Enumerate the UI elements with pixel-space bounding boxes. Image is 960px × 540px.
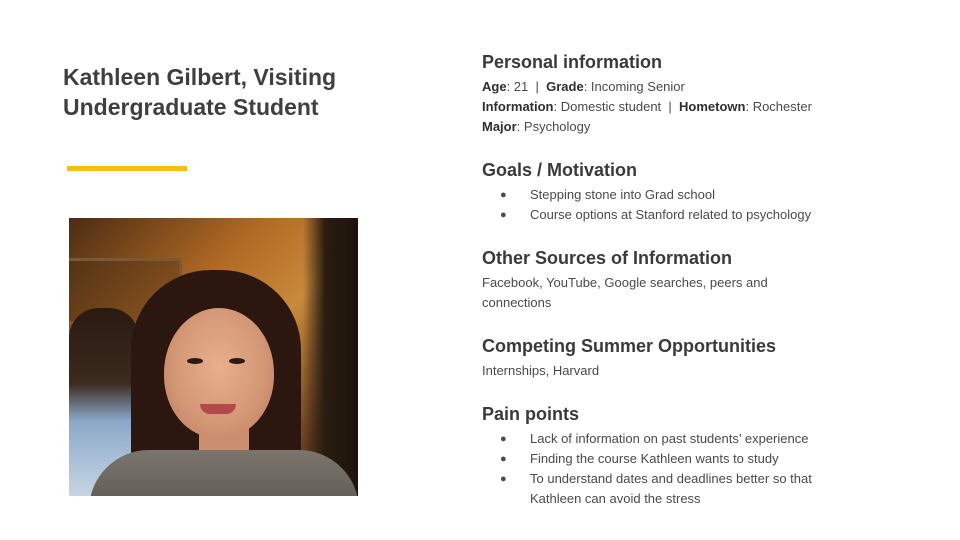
face bbox=[164, 308, 274, 438]
bullet-icon: ● bbox=[500, 189, 507, 201]
info-hometown-line bbox=[482, 97, 812, 117]
sources-text: Facebook, YouTube, Google searches, peers and connections bbox=[482, 275, 768, 310]
mouth bbox=[200, 404, 236, 414]
bullet-icon: ● bbox=[500, 209, 507, 221]
sources-section bbox=[482, 246, 782, 313]
goal-text: Course options at Stanford related to psychology bbox=[530, 207, 812, 222]
competing-heading: Competing Summer Opportunities bbox=[482, 336, 777, 356]
grade-label: Grade bbox=[546, 79, 584, 94]
pain-section bbox=[482, 402, 882, 509]
separator: | bbox=[668, 99, 672, 114]
goal-text: Stepping stone into Grad school bbox=[530, 187, 716, 202]
pain-heading: Pain points bbox=[482, 404, 580, 424]
sources-heading: Other Sources of Information bbox=[482, 248, 733, 268]
competing-text: Internships, Harvard bbox=[482, 363, 600, 378]
goals-section bbox=[482, 158, 811, 225]
personal-heading: Personal information bbox=[482, 52, 663, 72]
separator: | bbox=[535, 79, 539, 94]
goals-list bbox=[482, 185, 811, 225]
list-item bbox=[482, 205, 811, 225]
shirt bbox=[89, 450, 358, 496]
major-value: : Psychology bbox=[516, 119, 591, 134]
info-label: Information bbox=[482, 99, 554, 114]
hometown-value: : Rochester bbox=[745, 99, 812, 114]
list-item bbox=[482, 469, 830, 509]
pain-text: Finding the course Kathleen wants to study bbox=[530, 451, 779, 466]
pain-list bbox=[482, 429, 882, 509]
list-item bbox=[482, 449, 882, 469]
pain-text: Lack of information on past students’ experience bbox=[530, 431, 809, 446]
personal-section bbox=[482, 50, 812, 137]
bullet-icon: ● bbox=[500, 433, 507, 445]
list-item bbox=[482, 429, 882, 449]
competing-section bbox=[482, 334, 782, 381]
bullet-icon: ● bbox=[500, 453, 507, 465]
info-value: : Domestic student bbox=[553, 99, 662, 114]
major-label: Major bbox=[482, 119, 517, 134]
major-line bbox=[482, 117, 812, 137]
age-value: : 21 bbox=[506, 79, 529, 94]
hometown-label: Hometown bbox=[679, 99, 746, 114]
age-grade-line bbox=[482, 77, 812, 97]
age-label: Age bbox=[482, 79, 507, 94]
goals-heading: Goals / Motivation bbox=[482, 160, 638, 180]
bullet-icon: ● bbox=[500, 473, 507, 485]
left-eye bbox=[187, 358, 203, 364]
grade-value: : Incoming Senior bbox=[583, 79, 685, 94]
pain-text: To understand dates and deadlines better so that Kathleen can avoid the stress bbox=[530, 471, 812, 506]
profile-photo bbox=[69, 218, 358, 496]
list-item bbox=[482, 185, 811, 205]
page-title: Kathleen Gilbert, Visiting Undergraduate Student bbox=[63, 64, 337, 120]
accent-bar bbox=[67, 166, 187, 171]
right-eye bbox=[229, 358, 245, 364]
